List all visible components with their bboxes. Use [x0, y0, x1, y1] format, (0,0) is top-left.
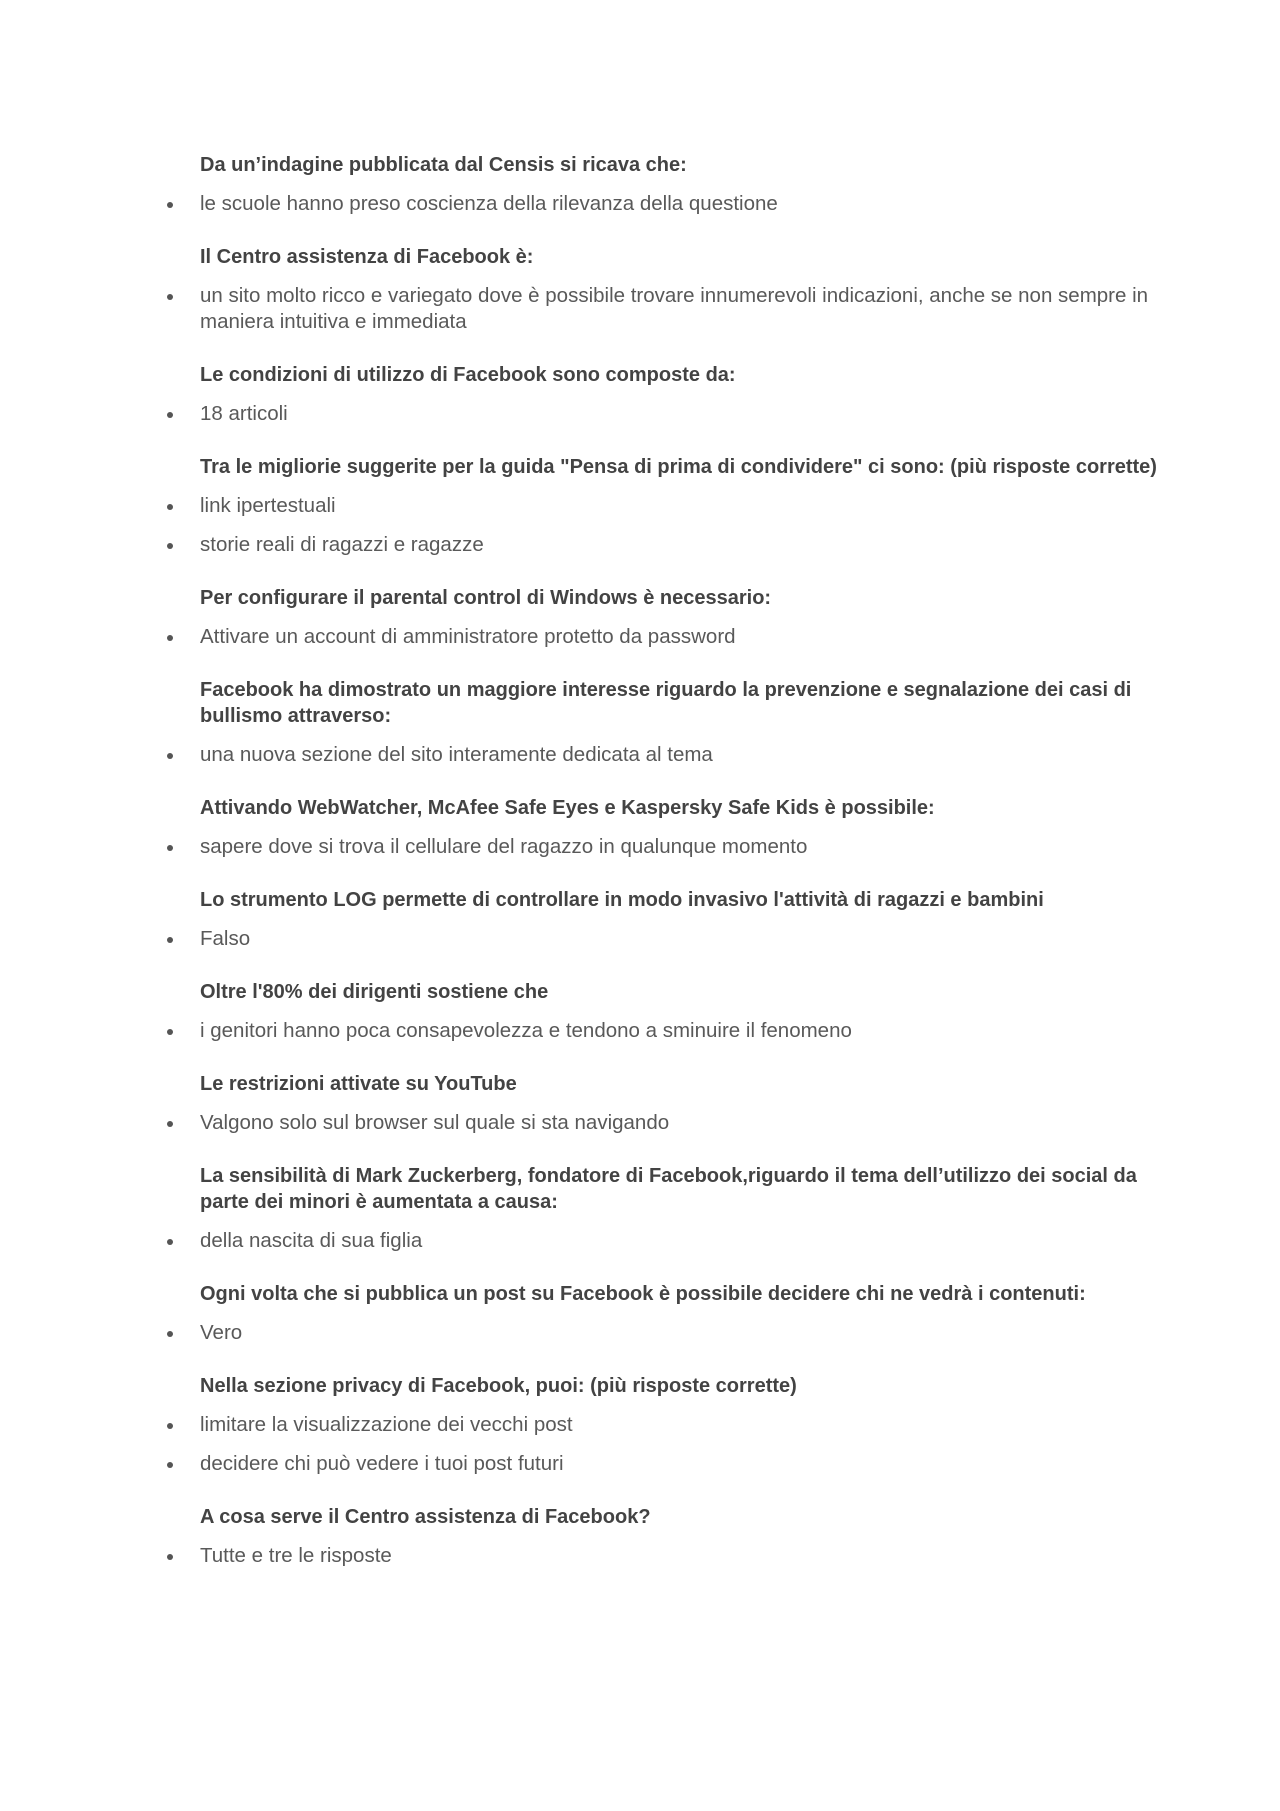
- bullet-icon: [167, 202, 173, 208]
- answer-item: [200, 1412, 1168, 1438]
- answer-item: [200, 532, 1168, 558]
- qa-block: [0, 887, 1280, 952]
- answer-list: [0, 401, 1280, 427]
- bullet-icon: [167, 845, 173, 851]
- bullet-icon: [167, 937, 173, 943]
- bullet-icon: [167, 294, 173, 300]
- answer-item: [200, 283, 1168, 335]
- answer-list: [0, 1110, 1280, 1136]
- question-text: Attivando WebWatcher, McAfee Safe Eyes e Kaspersky Safe Kids è possibile:: [200, 797, 935, 819]
- answer-item: [200, 624, 1168, 650]
- answer-text: Tutte e tre le risposte: [200, 1544, 392, 1567]
- answer-list: [0, 1228, 1280, 1254]
- answer-text: una nuova sezione del sito interamente dedicata al tema: [200, 743, 713, 766]
- question-text: Lo strumento LOG permette di controllare in modo invasivo l'attività di ragazzi e bambini: [200, 889, 1044, 911]
- answer-list: [0, 926, 1280, 952]
- answer-text: storie reali di ragazzi e ragazze: [200, 533, 484, 556]
- answer-text: Vero: [200, 1321, 243, 1344]
- question-text: Da un’indagine pubblicata dal Censis si ricava che:: [200, 154, 687, 176]
- bullet-icon: [167, 753, 173, 759]
- answer-item: [200, 401, 1168, 427]
- question-text: Nella sezione privacy di Facebook, puoi: (più risposte corrette): [200, 1375, 797, 1397]
- bullet-icon: [167, 543, 173, 549]
- answer-item: [200, 1110, 1168, 1136]
- bullet-icon: [167, 1029, 173, 1035]
- answer-list: [0, 191, 1280, 217]
- answer-text: della nascita di sua figlia: [200, 1229, 423, 1252]
- answer-text: limitare la visualizzazione dei vecchi post: [200, 1413, 573, 1436]
- qa-block: [0, 585, 1280, 650]
- answer-list: [0, 1543, 1280, 1569]
- answer-item: [200, 1451, 1168, 1477]
- answer-list: [0, 834, 1280, 860]
- answer-text: decidere chi può vedere i tuoi post futuri: [200, 1452, 564, 1475]
- answer-list: [0, 1018, 1280, 1044]
- answer-text: 18 articoli: [200, 402, 288, 425]
- answer-item: [200, 1228, 1168, 1254]
- bullet-icon: [167, 1239, 173, 1245]
- answer-text: Valgono solo sul browser sul quale si sta navigando: [200, 1111, 670, 1134]
- qa-block: [0, 152, 1280, 217]
- question-text: La sensibilità di Mark Zuckerberg, fondatore di Facebook,riguardo il tema dell’utilizzo dei social da parte dei minori è aumentata a causa:: [200, 1165, 1137, 1213]
- answer-text: un sito molto ricco e variegato dove è possibile trovare innumerevoli indicazioni, anche se non sempre in maniera intuitiva e immediata: [200, 284, 1149, 333]
- answer-item: [200, 493, 1168, 519]
- qa-block: [0, 795, 1280, 860]
- answer-item: [200, 1543, 1168, 1569]
- qa-block: [0, 1373, 1280, 1477]
- answer-item: [200, 926, 1168, 952]
- qa-block: [0, 1071, 1280, 1136]
- answer-list: [0, 624, 1280, 650]
- answer-text: link ipertestuali: [200, 494, 336, 517]
- answer-list: [0, 493, 1280, 558]
- answer-list: [0, 283, 1280, 335]
- answer-list: [0, 1412, 1280, 1477]
- question-text: A cosa serve il Centro assistenza di Facebook?: [200, 1506, 651, 1528]
- answer-item: [200, 1018, 1168, 1044]
- answer-text: Attivare un account di amministratore protetto da password: [200, 625, 736, 648]
- bullet-icon: [167, 412, 173, 418]
- qa-block: [0, 362, 1280, 427]
- bullet-icon: [167, 1462, 173, 1468]
- qa-block: [0, 454, 1280, 558]
- answer-text: le scuole hanno preso coscienza della rilevanza della questione: [200, 192, 778, 215]
- question-text: Facebook ha dimostrato un maggiore interesse riguardo la prevenzione e segnalazione dei casi di bullismo attraverso:: [200, 679, 1132, 727]
- bullet-icon: [167, 635, 173, 641]
- answer-list: [0, 742, 1280, 768]
- bullet-icon: [167, 504, 173, 510]
- answer-item: [200, 742, 1168, 768]
- answer-text: Falso: [200, 927, 251, 950]
- question-text: Le restrizioni attivate su YouTube: [200, 1073, 517, 1095]
- question-text: Per configurare il parental control di Windows è necessario:: [200, 587, 772, 609]
- question-text: Oltre l'80% dei dirigenti sostiene che: [200, 981, 549, 1003]
- qa-block: [0, 1281, 1280, 1346]
- question-text: Tra le migliorie suggerite per la guida "Pensa di prima di condividere" ci sono: (più risposte corrette): [200, 456, 1157, 478]
- answer-item: [200, 834, 1168, 860]
- bullet-icon: [167, 1423, 173, 1429]
- qa-block: [0, 1163, 1280, 1254]
- answer-list: [0, 1320, 1280, 1346]
- qa-block: [0, 979, 1280, 1044]
- question-text: Le condizioni di utilizzo di Facebook sono composte da:: [200, 364, 736, 386]
- bullet-icon: [167, 1554, 173, 1560]
- answer-item: [200, 1320, 1168, 1346]
- question-text: Il Centro assistenza di Facebook è:: [200, 246, 534, 268]
- answer-text: i genitori hanno poca consapevolezza e tendono a sminuire il fenomeno: [200, 1019, 852, 1042]
- answer-item: [200, 191, 1168, 217]
- bullet-icon: [167, 1331, 173, 1337]
- bullet-icon: [167, 1121, 173, 1127]
- answer-text: sapere dove si trova il cellulare del ragazzo in qualunque momento: [200, 835, 808, 858]
- qa-block: [0, 1504, 1280, 1569]
- question-text: Ogni volta che si pubblica un post su Facebook è possibile decidere chi ne vedrà i contenuti:: [200, 1283, 1086, 1305]
- qa-block: [0, 244, 1280, 335]
- qa-block: [0, 677, 1280, 768]
